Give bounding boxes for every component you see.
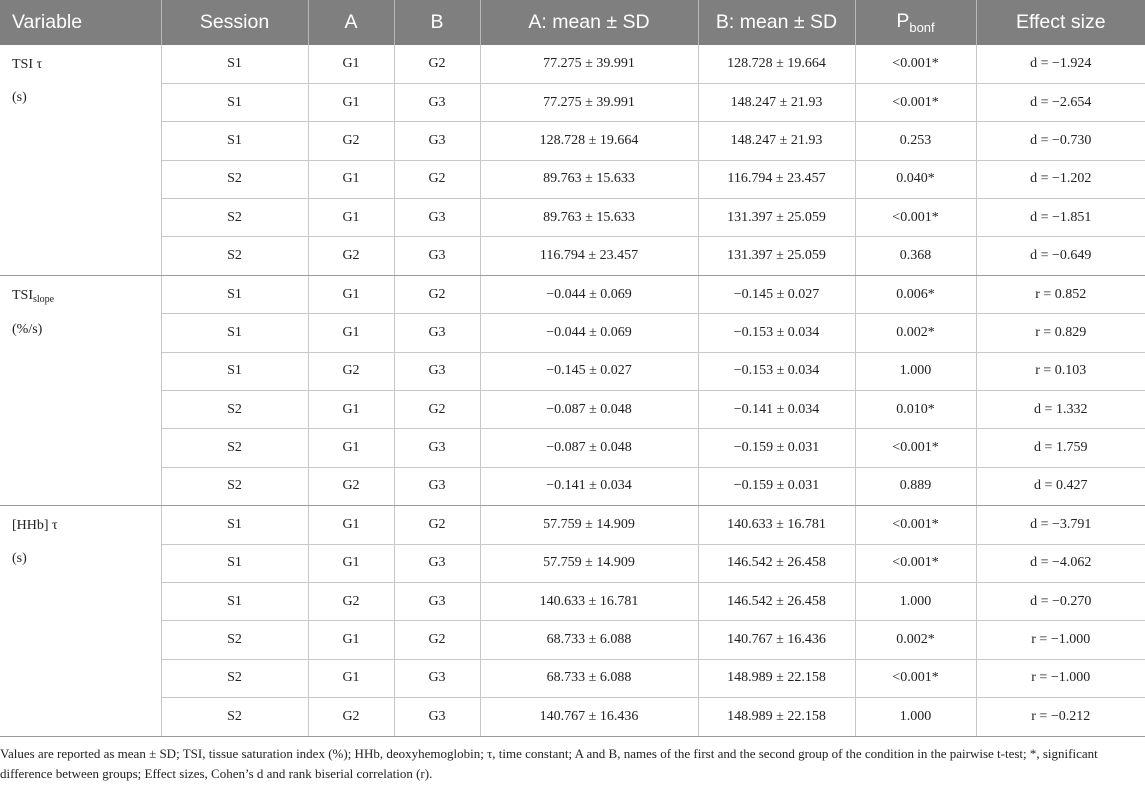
variable-name-main: [HHb] τ bbox=[12, 518, 58, 534]
group-a-cell: G1 bbox=[308, 83, 394, 121]
table-body bbox=[0, 45, 1145, 736]
p-value-cell: 0.040* bbox=[855, 160, 976, 198]
col-b-header: B bbox=[394, 0, 480, 45]
session-cell: S1 bbox=[161, 122, 308, 160]
session-cell: S1 bbox=[161, 275, 308, 313]
effect-size-cell: r = −1.000 bbox=[976, 659, 1145, 697]
b-mean-cell: 131.397 ± 25.059 bbox=[698, 237, 855, 275]
b-mean-cell: 140.767 ± 16.436 bbox=[698, 621, 855, 659]
group-b-cell: G3 bbox=[394, 582, 480, 620]
b-mean-cell: −0.159 ± 0.031 bbox=[698, 467, 855, 505]
group-b-cell: G3 bbox=[394, 237, 480, 275]
col-session-header: Session bbox=[161, 0, 308, 45]
group-a-cell: G1 bbox=[308, 391, 394, 429]
variable-unit: (%/s) bbox=[12, 321, 43, 337]
table-row bbox=[0, 506, 1145, 544]
effect-size-cell: d = −1.202 bbox=[976, 160, 1145, 198]
variable-name-main: TSI τ bbox=[12, 57, 43, 72]
effect-size-cell: d = −3.791 bbox=[976, 506, 1145, 544]
a-mean-cell: 89.763 ± 15.633 bbox=[480, 199, 698, 237]
p-value-cell: 0.010* bbox=[855, 391, 976, 429]
session-cell: S2 bbox=[161, 467, 308, 505]
p-header-sub: bonf bbox=[909, 20, 935, 35]
group-b-cell: G2 bbox=[394, 160, 480, 198]
table-row bbox=[0, 199, 1145, 237]
table-row bbox=[0, 467, 1145, 505]
group-a-cell: G1 bbox=[308, 621, 394, 659]
group-a-cell: G1 bbox=[308, 275, 394, 313]
p-value-cell: 1.000 bbox=[855, 352, 976, 390]
group-b-cell: G3 bbox=[394, 659, 480, 697]
table-row bbox=[0, 352, 1145, 390]
table-row bbox=[0, 83, 1145, 121]
table-row bbox=[0, 429, 1145, 467]
table-row bbox=[0, 314, 1145, 352]
session-cell: S2 bbox=[161, 391, 308, 429]
table-row bbox=[0, 122, 1145, 160]
group-b-cell: G2 bbox=[394, 506, 480, 544]
group-b-cell: G3 bbox=[394, 122, 480, 160]
group-b-cell: G3 bbox=[394, 429, 480, 467]
p-value-cell: <0.001* bbox=[855, 429, 976, 467]
effect-size-cell: d = 1.332 bbox=[976, 391, 1145, 429]
effect-size-cell: d = −0.270 bbox=[976, 582, 1145, 620]
effect-size-cell: d = −0.649 bbox=[976, 237, 1145, 275]
a-mean-cell: 116.794 ± 23.457 bbox=[480, 237, 698, 275]
a-mean-cell: −0.044 ± 0.069 bbox=[480, 314, 698, 352]
group-b-cell: G3 bbox=[394, 698, 480, 736]
col-effect-header: Effect size bbox=[976, 0, 1145, 45]
table-row bbox=[0, 659, 1145, 697]
session-cell: S1 bbox=[161, 314, 308, 352]
a-mean-cell: 140.633 ± 16.781 bbox=[480, 582, 698, 620]
b-mean-cell: −0.145 ± 0.027 bbox=[698, 275, 855, 313]
effect-size-cell: d = 0.427 bbox=[976, 467, 1145, 505]
effect-size-cell: d = 1.759 bbox=[976, 429, 1145, 467]
a-mean-cell: 68.733 ± 6.088 bbox=[480, 659, 698, 697]
variable-name-main: TSI bbox=[12, 287, 33, 303]
a-mean-cell: 77.275 ± 39.991 bbox=[480, 83, 698, 121]
col-a-header: A bbox=[308, 0, 394, 45]
b-mean-cell: −0.159 ± 0.031 bbox=[698, 429, 855, 467]
b-mean-cell: 116.794 ± 23.457 bbox=[698, 160, 855, 198]
variable-name bbox=[12, 518, 161, 534]
group-a-cell: G1 bbox=[308, 544, 394, 582]
group-a-cell: G2 bbox=[308, 467, 394, 505]
effect-size-cell: d = −1.924 bbox=[976, 45, 1145, 83]
p-value-cell: 0.368 bbox=[855, 237, 976, 275]
effect-size-cell: r = −0.212 bbox=[976, 698, 1145, 736]
group-b-cell: G2 bbox=[394, 275, 480, 313]
table-row bbox=[0, 275, 1145, 313]
session-cell: S2 bbox=[161, 621, 308, 659]
group-b-cell: G3 bbox=[394, 199, 480, 237]
effect-size-cell: r = 0.103 bbox=[976, 352, 1145, 390]
variable-unit: (s) bbox=[12, 551, 27, 567]
session-cell: S2 bbox=[161, 429, 308, 467]
p-value-cell: 0.002* bbox=[855, 314, 976, 352]
session-cell: S1 bbox=[161, 582, 308, 620]
a-mean-cell: −0.087 ± 0.048 bbox=[480, 429, 698, 467]
p-value-cell: <0.001* bbox=[855, 199, 976, 237]
variable-cell bbox=[0, 506, 161, 736]
p-value-cell: <0.001* bbox=[855, 544, 976, 582]
header-row bbox=[0, 0, 1145, 45]
effect-size-cell: d = −2.654 bbox=[976, 83, 1145, 121]
b-mean-cell: 148.247 ± 21.93 bbox=[698, 83, 855, 121]
group-a-cell: G1 bbox=[308, 429, 394, 467]
p-value-cell: 0.002* bbox=[855, 621, 976, 659]
col-variable-header: Variable bbox=[0, 0, 161, 45]
p-value-cell: <0.001* bbox=[855, 506, 976, 544]
effect-size-cell: r = 0.829 bbox=[976, 314, 1145, 352]
p-value-cell: <0.001* bbox=[855, 83, 976, 121]
col-p-header bbox=[855, 0, 976, 45]
table-row bbox=[0, 698, 1145, 736]
p-value-cell: 0.889 bbox=[855, 467, 976, 505]
a-mean-cell: 128.728 ± 19.664 bbox=[480, 122, 698, 160]
a-mean-cell: 77.275 ± 39.991 bbox=[480, 45, 698, 83]
b-mean-cell: 148.989 ± 22.158 bbox=[698, 659, 855, 697]
p-value-cell: 1.000 bbox=[855, 582, 976, 620]
group-a-cell: G2 bbox=[308, 237, 394, 275]
group-b-cell: G3 bbox=[394, 314, 480, 352]
session-cell: S2 bbox=[161, 698, 308, 736]
group-b-cell: G2 bbox=[394, 391, 480, 429]
p-value-cell: <0.001* bbox=[855, 45, 976, 83]
a-mean-cell: −0.141 ± 0.034 bbox=[480, 467, 698, 505]
b-mean-cell: 146.542 ± 26.458 bbox=[698, 582, 855, 620]
variable-name bbox=[12, 288, 161, 305]
table-row bbox=[0, 45, 1145, 83]
variable-cell bbox=[0, 275, 161, 505]
table-footnote: Values are reported as mean ± SD; TSI, tissue saturation index (%); HHb, deoxyhemoglobin; τ, time constant; A and B, names of the first and the second group of the condition in the pairwise t-test; *, significant difference between groups; Effect sizes, Cohen’s d and rank biserial correlation (r). bbox=[0, 746, 1098, 781]
session-cell: S2 bbox=[161, 659, 308, 697]
session-cell: S1 bbox=[161, 352, 308, 390]
group-b-cell: G2 bbox=[394, 45, 480, 83]
col-b-mean-header: B: mean ± SD bbox=[698, 0, 855, 45]
group-a-cell: G1 bbox=[308, 45, 394, 83]
p-value-cell: <0.001* bbox=[855, 659, 976, 697]
b-mean-cell: −0.153 ± 0.034 bbox=[698, 314, 855, 352]
table-row bbox=[0, 582, 1145, 620]
session-cell: S1 bbox=[161, 45, 308, 83]
p-value-cell: 0.006* bbox=[855, 275, 976, 313]
group-a-cell: G1 bbox=[308, 314, 394, 352]
group-a-cell: G1 bbox=[308, 160, 394, 198]
group-b-cell: G3 bbox=[394, 544, 480, 582]
a-mean-cell: 57.759 ± 14.909 bbox=[480, 544, 698, 582]
variable-cell bbox=[0, 45, 161, 275]
p-value-cell: 1.000 bbox=[855, 698, 976, 736]
b-mean-cell: 131.397 ± 25.059 bbox=[698, 199, 855, 237]
variable-name-subscript: slope bbox=[33, 293, 55, 305]
session-cell: S2 bbox=[161, 199, 308, 237]
session-cell: S2 bbox=[161, 160, 308, 198]
variable-name bbox=[12, 57, 161, 73]
group-a-cell: G2 bbox=[308, 582, 394, 620]
effect-size-cell: d = −0.730 bbox=[976, 122, 1145, 160]
group-a-cell: G2 bbox=[308, 352, 394, 390]
session-cell: S1 bbox=[161, 506, 308, 544]
a-mean-cell: 140.767 ± 16.436 bbox=[480, 698, 698, 736]
p-header-main: P bbox=[896, 10, 910, 32]
p-value-cell: 0.253 bbox=[855, 122, 976, 160]
table-row bbox=[0, 544, 1145, 582]
variable-unit: (s) bbox=[12, 90, 27, 105]
group-b-cell: G2 bbox=[394, 621, 480, 659]
effect-size-cell: d = −4.062 bbox=[976, 544, 1145, 582]
table-row bbox=[0, 160, 1145, 198]
a-mean-cell: −0.087 ± 0.048 bbox=[480, 391, 698, 429]
b-mean-cell: 140.633 ± 16.781 bbox=[698, 506, 855, 544]
group-a-cell: G2 bbox=[308, 122, 394, 160]
group-b-cell: G3 bbox=[394, 83, 480, 121]
table-row bbox=[0, 621, 1145, 659]
b-mean-cell: 146.542 ± 26.458 bbox=[698, 544, 855, 582]
b-mean-cell: 148.989 ± 22.158 bbox=[698, 698, 855, 736]
group-b-cell: G3 bbox=[394, 467, 480, 505]
session-cell: S2 bbox=[161, 237, 308, 275]
table-row bbox=[0, 391, 1145, 429]
a-mean-cell: 68.733 ± 6.088 bbox=[480, 621, 698, 659]
a-mean-cell: −0.145 ± 0.027 bbox=[480, 352, 698, 390]
effect-size-cell: d = −1.851 bbox=[976, 199, 1145, 237]
col-a-mean-header: A: mean ± SD bbox=[480, 0, 698, 45]
effect-size-cell: r = −1.000 bbox=[976, 621, 1145, 659]
table-row bbox=[0, 237, 1145, 275]
group-a-cell: G1 bbox=[308, 659, 394, 697]
b-mean-cell: −0.141 ± 0.034 bbox=[698, 391, 855, 429]
group-a-cell: G2 bbox=[308, 698, 394, 736]
a-mean-cell: 89.763 ± 15.633 bbox=[480, 160, 698, 198]
group-b-cell: G3 bbox=[394, 352, 480, 390]
group-a-cell: G1 bbox=[308, 506, 394, 544]
b-mean-cell: 148.247 ± 21.93 bbox=[698, 122, 855, 160]
a-mean-cell: 57.759 ± 14.909 bbox=[480, 506, 698, 544]
effect-size-cell: r = 0.852 bbox=[976, 275, 1145, 313]
b-mean-cell: 128.728 ± 19.664 bbox=[698, 45, 855, 83]
a-mean-cell: −0.044 ± 0.069 bbox=[480, 275, 698, 313]
b-mean-cell: −0.153 ± 0.034 bbox=[698, 352, 855, 390]
session-cell: S1 bbox=[161, 544, 308, 582]
group-a-cell: G1 bbox=[308, 199, 394, 237]
session-cell: S1 bbox=[161, 83, 308, 121]
